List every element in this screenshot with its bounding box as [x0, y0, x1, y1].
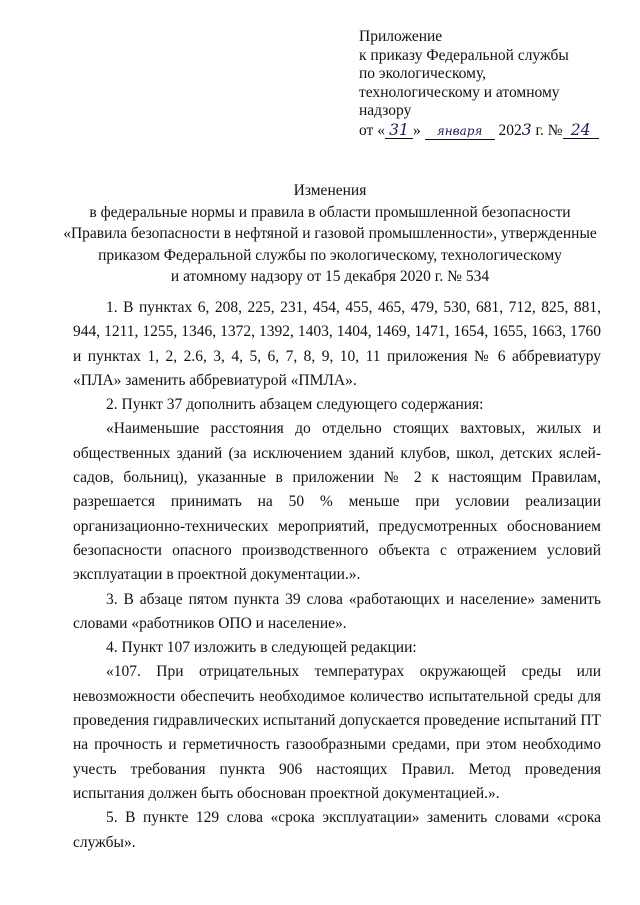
- paragraph-3: «Наименьшие расстояния до отдельно стоящих вахтовых, жилых и общественных зданий (за исключением зданий клубов, школ, детских яслей-садов, больниц), указанные в приложении № 2 к настоящим Правилам, разрешается принимать на 50 % меньше при условии реализации организационно-технических мероприятий, предусмотренных обоснованием безопасности опасного производственного объекта с отражением условий эксплуатации в проектной документации.».: [73, 420, 601, 584]
- date-prefix: от «: [359, 121, 385, 139]
- appendix-line: технологическому и атомному: [359, 83, 560, 101]
- paragraph-1: 1. В пунктах 6, 208, 225, 231, 454, 455, 465, 479, 530, 681, 712, 825, 881, 944, 1211, 1255, 1346, 1372, 1392, 1403, 1404, 1469, 1471, 1654, 1655, 1663, 1760 и пунктах 1, 2, 2.6, 3, 4, 5, 6, 7, 8, 9, 10, 11 приложения № 6 аббревиатуру «ПЛА» заменить аббревиатурой «ПМЛА».: [73, 299, 601, 389]
- handwritten-order-number: 24: [563, 122, 599, 139]
- paragraph-6: «107. При отрицательных температурах окружающей среды или невозможности обеспечить необходимое количество испытательной среды для проведения гидравлических испытаний допускается проведение испытаний ПТ на прочность и герметичность газообразными средами, при этом необходимо учесть требования пункта 906 настоящих Правил. Метод проведения испытания должен быть обоснован проектной документацией.».: [73, 663, 601, 802]
- title-line: «Правила безопасности в нефтяной и газовой промышленности», утвержденные: [63, 225, 597, 242]
- date-mid: »: [412, 121, 421, 139]
- title-line: в федеральные нормы и правила в области промышленной безопасности: [89, 203, 571, 221]
- appendix-title: Приложение: [359, 28, 443, 45]
- paragraph-7: 5. В пункте 129 слова «срока эксплуатации» заменить словами «срока службы».: [73, 809, 601, 851]
- paragraph-2: 2. Пункт 37 дополнить абзацем следующего содержания:: [106, 396, 484, 414]
- document-body: [73, 296, 601, 855]
- paragraph-4: 3. В абзаце пятом пункта 39 слова «работающих и население» заменить словами «работников ОПО и население».: [73, 590, 601, 632]
- date-year-prefix: 202: [498, 121, 522, 139]
- appendix-line: к приказу Федеральной службы: [359, 46, 569, 64]
- handwritten-day: 31: [385, 122, 413, 139]
- title-line: приказом Федеральной службы по экологическому, технологическому: [98, 246, 562, 264]
- appendix-line: по экологическому,: [359, 65, 487, 82]
- document-title: [60, 180, 600, 288]
- handwritten-month: января: [425, 123, 495, 140]
- date-year-suffix: г. №: [535, 121, 563, 139]
- paragraph-5: 4. Пункт 107 изложить в следующей редакции:: [106, 639, 417, 657]
- title-heading: Изменения: [293, 182, 367, 199]
- handwritten-year-digit: 3: [521, 120, 532, 139]
- appendix-header: [359, 28, 619, 140]
- appendix-line: надзору: [359, 102, 412, 119]
- title-line: и атомному надзору от 15 декабря 2020 г. № 534: [170, 268, 490, 285]
- order-date-line: [359, 121, 619, 141]
